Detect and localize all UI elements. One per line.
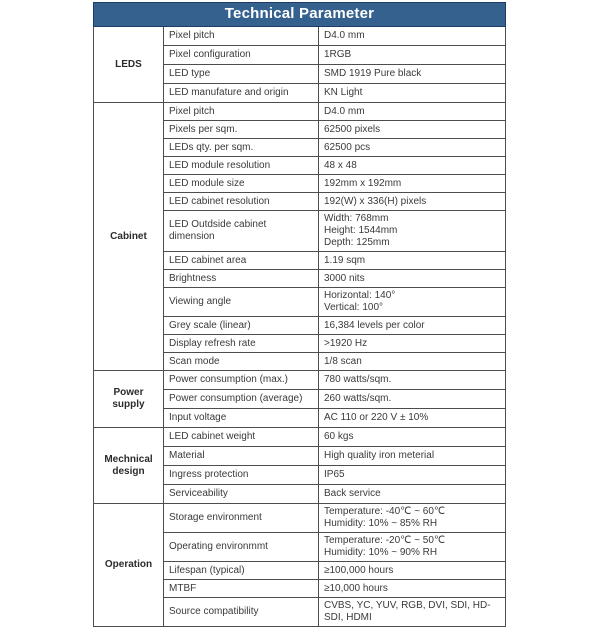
param-cell: LED manufature and origin	[164, 84, 319, 103]
value-line: Depth: 125mm	[324, 237, 390, 248]
param-cell: Brightness	[164, 270, 319, 288]
value-line: Horizontal: 140°	[324, 290, 396, 301]
value-line: Width: 768mm	[324, 213, 389, 224]
value-cell: >1920 Hz	[319, 335, 506, 353]
value-cell: IP65	[319, 466, 506, 485]
table-row	[94, 428, 506, 447]
param-cell: Display refresh rate	[164, 335, 319, 353]
param-cell: Storage environment	[164, 504, 319, 533]
value-cell: High quality iron meterial	[319, 447, 506, 466]
table-row	[94, 27, 506, 46]
param-cell: Pixel pitch	[164, 27, 319, 46]
value-line: Humidity: 10% ~ 90% RH	[324, 547, 438, 558]
param-cell: Power consumption (average)	[164, 390, 319, 409]
table-title: Technical Parameter	[94, 3, 506, 27]
value-cell: 780 watts/sqm.	[319, 371, 506, 390]
value-cell: KN Light	[319, 84, 506, 103]
value-cell: 1.19 sqm	[319, 252, 506, 270]
value-cell: 192(W) x 336(H) pixels	[319, 193, 506, 211]
param-cell: Pixels per sqm.	[164, 121, 319, 139]
value-cell	[319, 288, 506, 317]
value-line: Temperature: -20℃ ~ 50℃	[324, 535, 446, 546]
section-label-leds: LEDS	[94, 27, 164, 103]
param-cell: LEDs qty. per sqm.	[164, 139, 319, 157]
table-row	[94, 103, 506, 121]
value-cell: ≥100,000 hours	[319, 562, 506, 580]
value-cell: 48 x 48	[319, 157, 506, 175]
param-cell: Operating environmmt	[164, 533, 319, 562]
table-row	[94, 504, 506, 533]
param-cell: LED Outdside cabinet dimension	[164, 211, 319, 252]
value-cell: CVBS, YC, YUV, RGB, DVI, SDI, HD-SDI, HDMI	[319, 598, 506, 627]
param-cell: Power consumption (max.)	[164, 371, 319, 390]
param-cell: Material	[164, 447, 319, 466]
param-cell: Serviceability	[164, 485, 319, 504]
param-cell: Pixel pitch	[164, 103, 319, 121]
value-cell: SMD 1919 Pure black	[319, 65, 506, 84]
value-cell: 1RGB	[319, 46, 506, 65]
value-cell: 62500 pixels	[319, 121, 506, 139]
param-cell: LED module resolution	[164, 157, 319, 175]
section-label-mechnical-design: Mechnical design	[94, 428, 164, 504]
section-label-cabinet: Cabinet	[94, 103, 164, 371]
param-cell: Source compatibility	[164, 598, 319, 627]
value-cell: 60 kgs	[319, 428, 506, 447]
param-cell: Ingress protection	[164, 466, 319, 485]
param-cell: Input voltage	[164, 409, 319, 428]
param-cell: LED cabinet area	[164, 252, 319, 270]
param-cell: Grey scale (linear)	[164, 317, 319, 335]
param-cell: Lifespan (typical)	[164, 562, 319, 580]
table-header-row	[94, 3, 506, 27]
value-cell: 3000 nits	[319, 270, 506, 288]
value-cell: D4.0 mm	[319, 27, 506, 46]
value-cell: 16,384 levels per color	[319, 317, 506, 335]
value-cell: D4.0 mm	[319, 103, 506, 121]
value-cell: ≥10,000 hours	[319, 580, 506, 598]
param-cell: Scan mode	[164, 353, 319, 371]
param-cell: Viewing angle	[164, 288, 319, 317]
value-cell	[319, 504, 506, 533]
section-label-operation: Operation	[94, 504, 164, 627]
param-cell: MTBF	[164, 580, 319, 598]
param-cell: LED cabinet weight	[164, 428, 319, 447]
value-cell: 260 watts/sqm.	[319, 390, 506, 409]
technical-parameter-table	[93, 2, 506, 627]
param-cell: LED module size	[164, 175, 319, 193]
value-cell: Back service	[319, 485, 506, 504]
value-cell: 62500 pcs	[319, 139, 506, 157]
value-line: Height: 1544mm	[324, 225, 398, 236]
param-cell: LED type	[164, 65, 319, 84]
value-cell	[319, 211, 506, 252]
section-label-power-supply: Power supply	[94, 371, 164, 428]
value-cell: 1/8 scan	[319, 353, 506, 371]
value-line: Humidity: 10% ~ 85% RH	[324, 518, 438, 529]
param-cell: LED cabinet resolution	[164, 193, 319, 211]
value-cell	[319, 533, 506, 562]
param-cell: Pixel configuration	[164, 46, 319, 65]
value-line: Temperature: -40℃ ~ 60℃	[324, 506, 446, 517]
value-line: Vertical: 100°	[324, 302, 384, 313]
value-cell: 192mm x 192mm	[319, 175, 506, 193]
value-cell: AC 110 or 220 V ± 10%	[319, 409, 506, 428]
table-row	[94, 371, 506, 390]
